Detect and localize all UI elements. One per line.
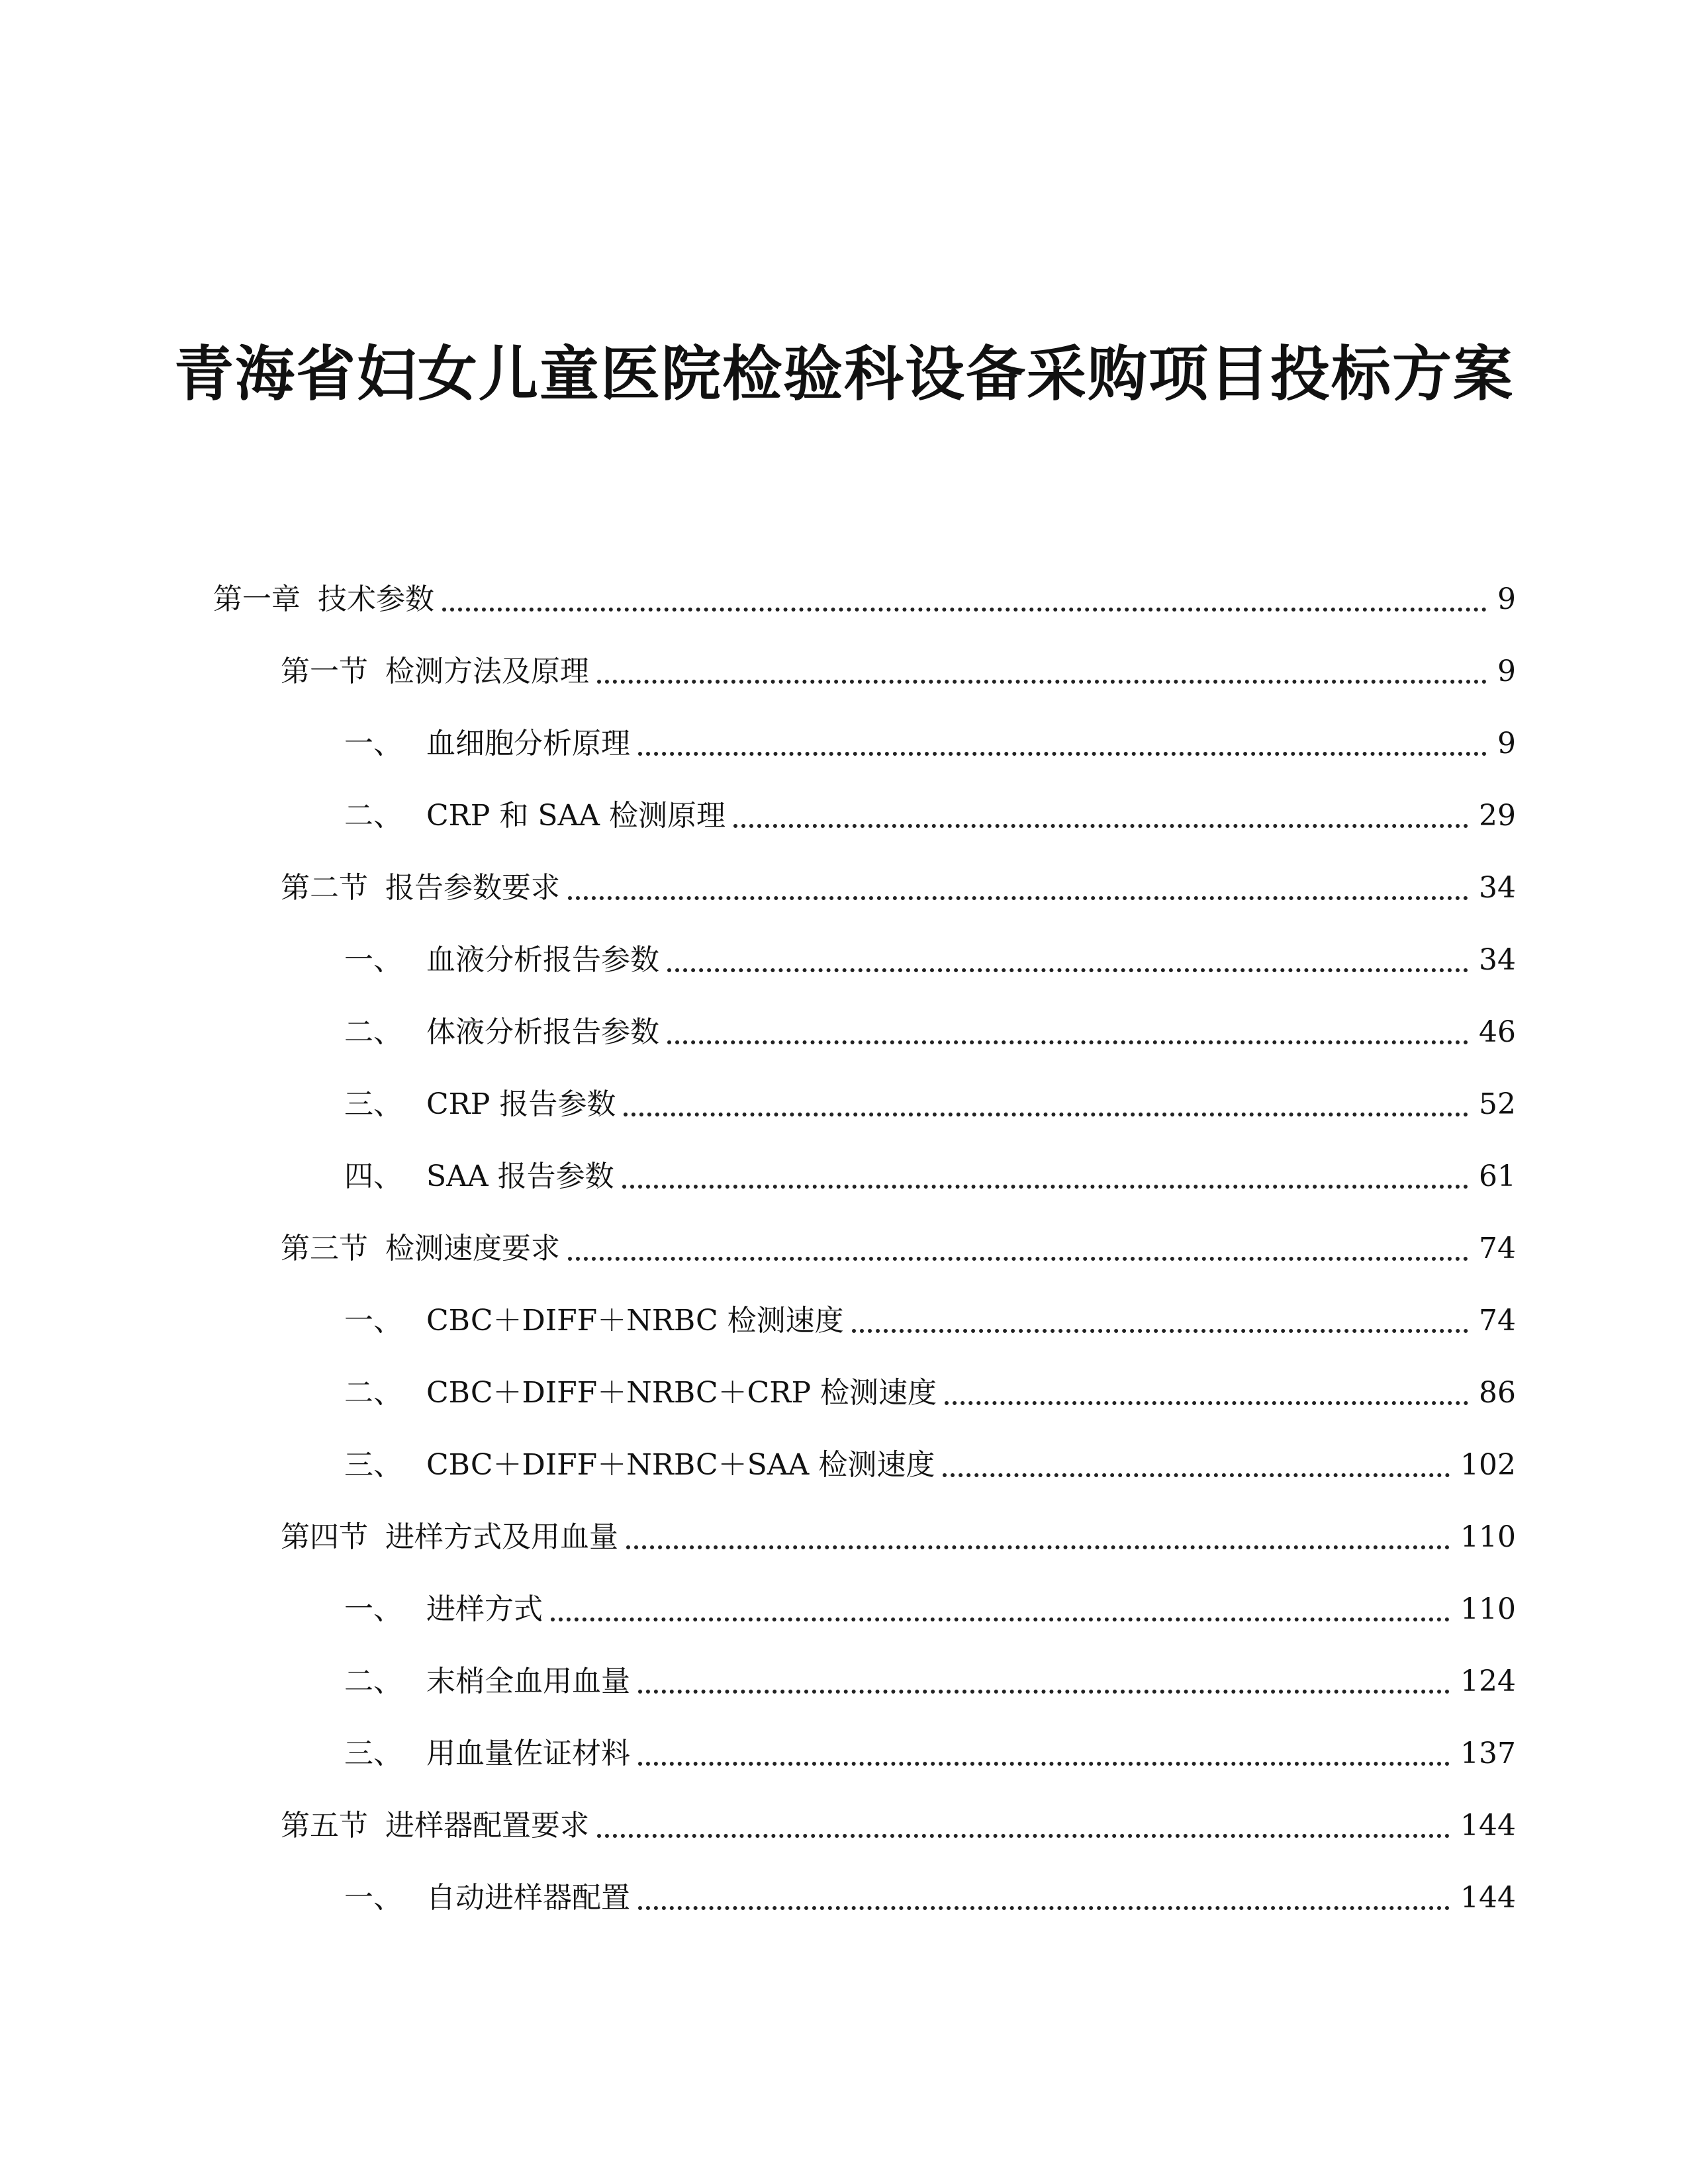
dot-leader <box>638 1755 1450 1766</box>
toc-entry-title: SAA 报告参数 <box>426 1160 614 1193</box>
toc-entry-page: 144 <box>1460 1881 1516 1915</box>
toc-entry-title: 进样方式 <box>426 1592 543 1626</box>
dot-leader <box>733 817 1468 828</box>
toc-entry-page: 61 <box>1479 1160 1516 1193</box>
toc-entry-page: 86 <box>1479 1376 1516 1410</box>
toc-entry-number: 一、 <box>344 1592 402 1626</box>
dot-leader <box>945 1394 1468 1405</box>
toc-entry-page: 74 <box>1479 1304 1516 1338</box>
toc-entry-section[interactable] <box>281 1512 1516 1563</box>
toc-entry-number: 一、 <box>344 727 402 760</box>
toc-entry-subsection[interactable] <box>344 791 1516 841</box>
toc-entry-title: 自动进样器配置 <box>426 1881 630 1915</box>
toc-entry-page: 9 <box>1497 655 1516 688</box>
toc-entry-number: 一、 <box>344 1881 402 1915</box>
toc-entry-subsection[interactable] <box>344 1296 1516 1346</box>
toc-entry-number: 第二节 <box>281 871 368 905</box>
toc-entry-number: 三、 <box>344 1737 402 1770</box>
toc-entry-page: 9 <box>1497 727 1516 760</box>
toc-entry-subsection[interactable] <box>344 1729 1516 1779</box>
toc-entry-page: 124 <box>1460 1664 1516 1698</box>
toc-entry-title: 血细胞分析原理 <box>426 727 630 760</box>
toc-entry-title: 末梢全血用血量 <box>426 1664 630 1698</box>
toc-entry-number: 第三节 <box>281 1232 368 1265</box>
dot-leader <box>943 1467 1450 1477</box>
toc-entry-title: CRP 报告参数 <box>426 1087 616 1121</box>
toc-entry-number: 二、 <box>344 799 402 833</box>
dot-leader <box>568 889 1468 900</box>
dot-leader <box>638 1899 1450 1910</box>
toc-entry-subsection[interactable] <box>344 1152 1516 1202</box>
toc-entry-number: 第一节 <box>281 655 368 688</box>
dot-leader <box>597 1827 1450 1838</box>
toc-entry-number: 第四节 <box>281 1520 368 1554</box>
toc-entry-page: 110 <box>1460 1520 1516 1554</box>
toc-entry-title: 体液分析报告参数 <box>426 1015 659 1049</box>
toc-entry-subsection[interactable] <box>344 1007 1516 1058</box>
dot-leader <box>852 1322 1468 1333</box>
dot-leader <box>597 673 1487 684</box>
toc-entry-title: 进样方式及用血量 <box>385 1520 618 1554</box>
toc-entry-number: 第一章 <box>213 582 301 616</box>
toc-entry-section[interactable] <box>281 1224 1516 1274</box>
toc-entry-title: CRP 和 SAA 检测原理 <box>426 799 726 833</box>
dot-leader <box>622 1178 1468 1189</box>
toc-entry-subsection[interactable] <box>344 719 1516 769</box>
toc-entry-title: 检测方法及原理 <box>385 655 589 688</box>
dot-leader <box>638 745 1487 756</box>
dot-leader <box>442 601 1487 612</box>
toc-entry-subsection[interactable] <box>344 1079 1516 1130</box>
toc-entry-number: 二、 <box>344 1376 402 1410</box>
toc-entry-subsection[interactable] <box>344 935 1516 985</box>
toc-entry-page: 52 <box>1479 1087 1516 1121</box>
dot-leader <box>626 1539 1450 1549</box>
toc-entry-chapter[interactable] <box>213 574 1516 625</box>
toc-entry-page: 102 <box>1460 1448 1516 1482</box>
toc-entry-page: 110 <box>1460 1592 1516 1626</box>
document-title: 青海省妇女儿童医院检验科设备采购项目投标方案 <box>174 339 1514 409</box>
toc-entry-title: CBC＋DIFF＋NRBC＋SAA 检测速度 <box>426 1448 935 1482</box>
toc-entry-subsection[interactable] <box>344 1368 1516 1418</box>
toc-entry-subsection[interactable] <box>344 1584 1516 1635</box>
toc-entry-number: 三、 <box>344 1087 402 1121</box>
toc-entry-page: 9 <box>1497 582 1516 616</box>
toc-entry-number: 一、 <box>344 943 402 977</box>
toc-entry-number: 二、 <box>344 1664 402 1698</box>
dot-leader <box>624 1106 1468 1116</box>
toc-entry-page: 29 <box>1479 799 1516 833</box>
toc-entry-number: 四、 <box>344 1160 402 1193</box>
toc-entry-subsection[interactable] <box>344 1873 1516 1923</box>
toc-entry-title: 报告参数要求 <box>385 871 560 905</box>
toc-entry-page: 34 <box>1479 943 1516 977</box>
toc-entry-page: 137 <box>1460 1737 1516 1770</box>
toc-entry-number: 第五节 <box>281 1809 368 1843</box>
toc-entry-section[interactable] <box>281 647 1516 697</box>
toc-entry-title: 检测速度要求 <box>385 1232 560 1265</box>
toc-entry-page: 144 <box>1460 1809 1516 1843</box>
toc-entry-page: 74 <box>1479 1232 1516 1265</box>
dot-leader <box>551 1611 1450 1621</box>
toc-entry-number: 一、 <box>344 1304 402 1338</box>
dot-leader <box>638 1683 1450 1694</box>
toc-entry-section[interactable] <box>281 863 1516 913</box>
toc-entry-subsection[interactable] <box>344 1440 1516 1490</box>
toc-entry-page: 34 <box>1479 871 1516 905</box>
toc-entry-number: 二、 <box>344 1015 402 1049</box>
toc-entry-section[interactable] <box>281 1801 1516 1851</box>
toc-entry-subsection[interactable] <box>344 1657 1516 1707</box>
toc-entry-title: CBC＋DIFF＋NRBC 检测速度 <box>426 1304 844 1338</box>
toc-entry-title: 用血量佐证材料 <box>426 1737 630 1770</box>
toc-entry-page: 46 <box>1479 1015 1516 1049</box>
toc-entry-title: 进样器配置要求 <box>385 1809 589 1843</box>
dot-leader <box>667 962 1468 972</box>
dot-leader <box>568 1250 1468 1261</box>
toc-entry-title: CBC＋DIFF＋NRBC＋CRP 检测速度 <box>426 1376 937 1410</box>
toc-entry-title: 血液分析报告参数 <box>426 943 659 977</box>
dot-leader <box>667 1034 1468 1044</box>
toc-entry-number: 三、 <box>344 1448 402 1482</box>
toc-entry-title: 技术参数 <box>318 582 434 616</box>
